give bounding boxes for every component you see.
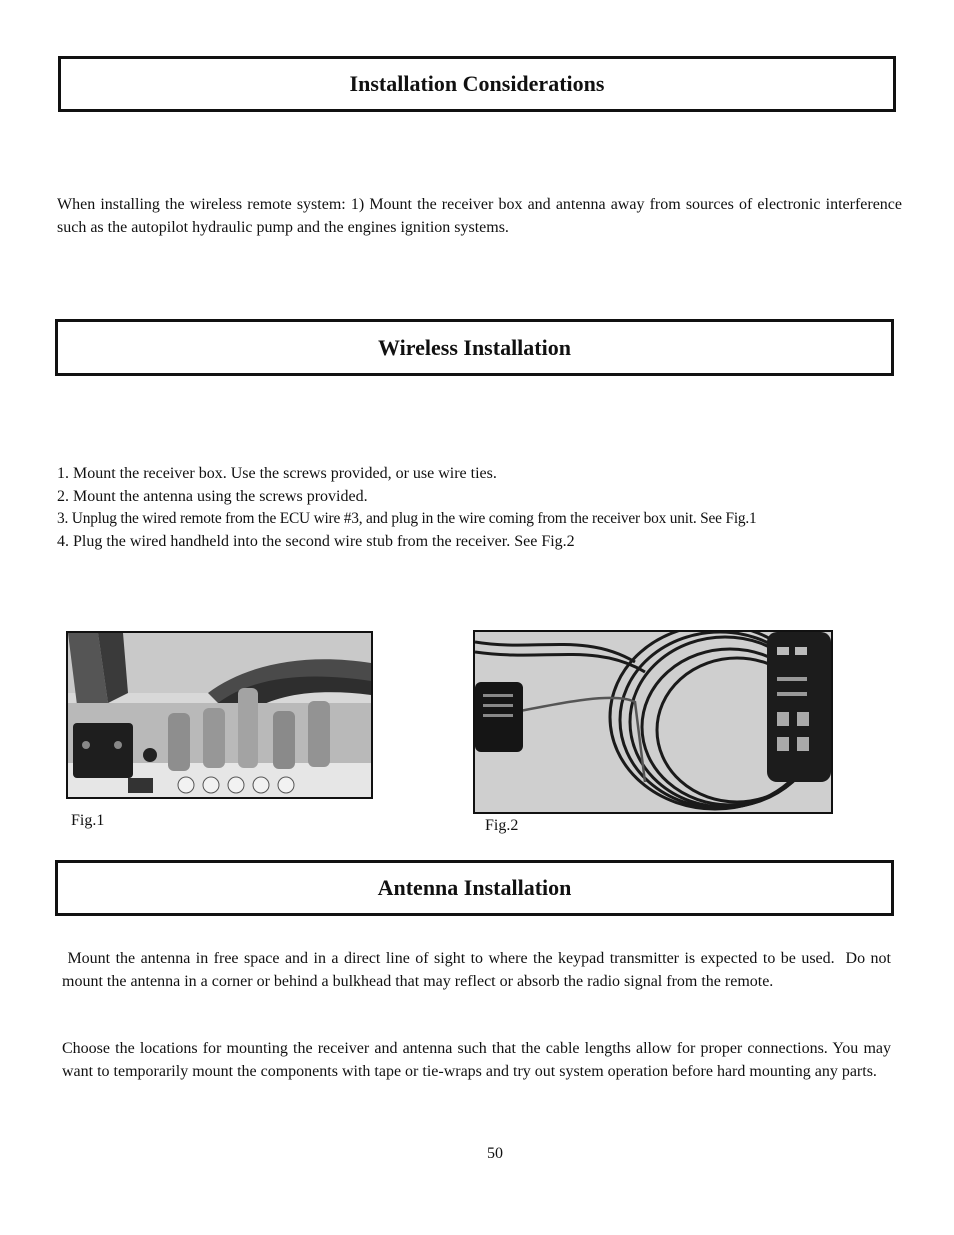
- step-3: 3. Unplug the wired remote from the ECU wire #3, and plug in the wire coming from the receiver box unit. See Fig.1: [57, 510, 757, 527]
- installation-considerations-title: Installation Considerations: [349, 71, 605, 96]
- wireless-installation-title: Wireless Installation: [378, 334, 571, 360]
- antenna-installation-header: [55, 860, 894, 916]
- wireless-installation-steps: [57, 463, 757, 553]
- antenna-paragraph-2: Choose the locations for mounting the receiver and antenna such that the cable lengths allow for proper connections. You may want to temporarily mount the components with tape or tie-wraps and try out system operation before hard mounting any parts.: [62, 1040, 891, 1080]
- fig2-caption: Fig.2: [485, 817, 519, 834]
- wireless-installation-header: [55, 319, 894, 376]
- fig2-photo: [473, 630, 833, 814]
- step-1: 1. Mount the receiver box. Use the screws provided, or use wire ties.: [57, 465, 497, 482]
- cable-handheld-photo: [475, 632, 831, 812]
- installation-considerations-paragraph: When installing the wireless remote system: 1) Mount the receiver box and antenna away from sources of electronic interference such as the autopilot hydraulic pump and the engines ignition systems.: [57, 196, 902, 236]
- receiver-box-photo: [68, 633, 371, 797]
- fig1-photo: [66, 631, 373, 799]
- antenna-installation-title: Antenna Installation: [377, 875, 572, 900]
- fig1-caption: Fig.1: [71, 812, 105, 829]
- antenna-paragraph-1: Mount the antenna in free space and in a direct line of sight to where the keypad transmitter is expected to be used. Do not mount the antenna in a corner or behind a bulkhead that may reflect or absorb the radio signal from the remote.: [62, 950, 895, 990]
- page-number: 50: [487, 1145, 503, 1162]
- step-4: 4. Plug the wired handheld into the second wire stub from the receiver. See Fig.2: [57, 532, 575, 550]
- installation-considerations-header: [58, 56, 896, 112]
- step-2: 2. Mount the antenna using the screws provided.: [57, 487, 368, 505]
